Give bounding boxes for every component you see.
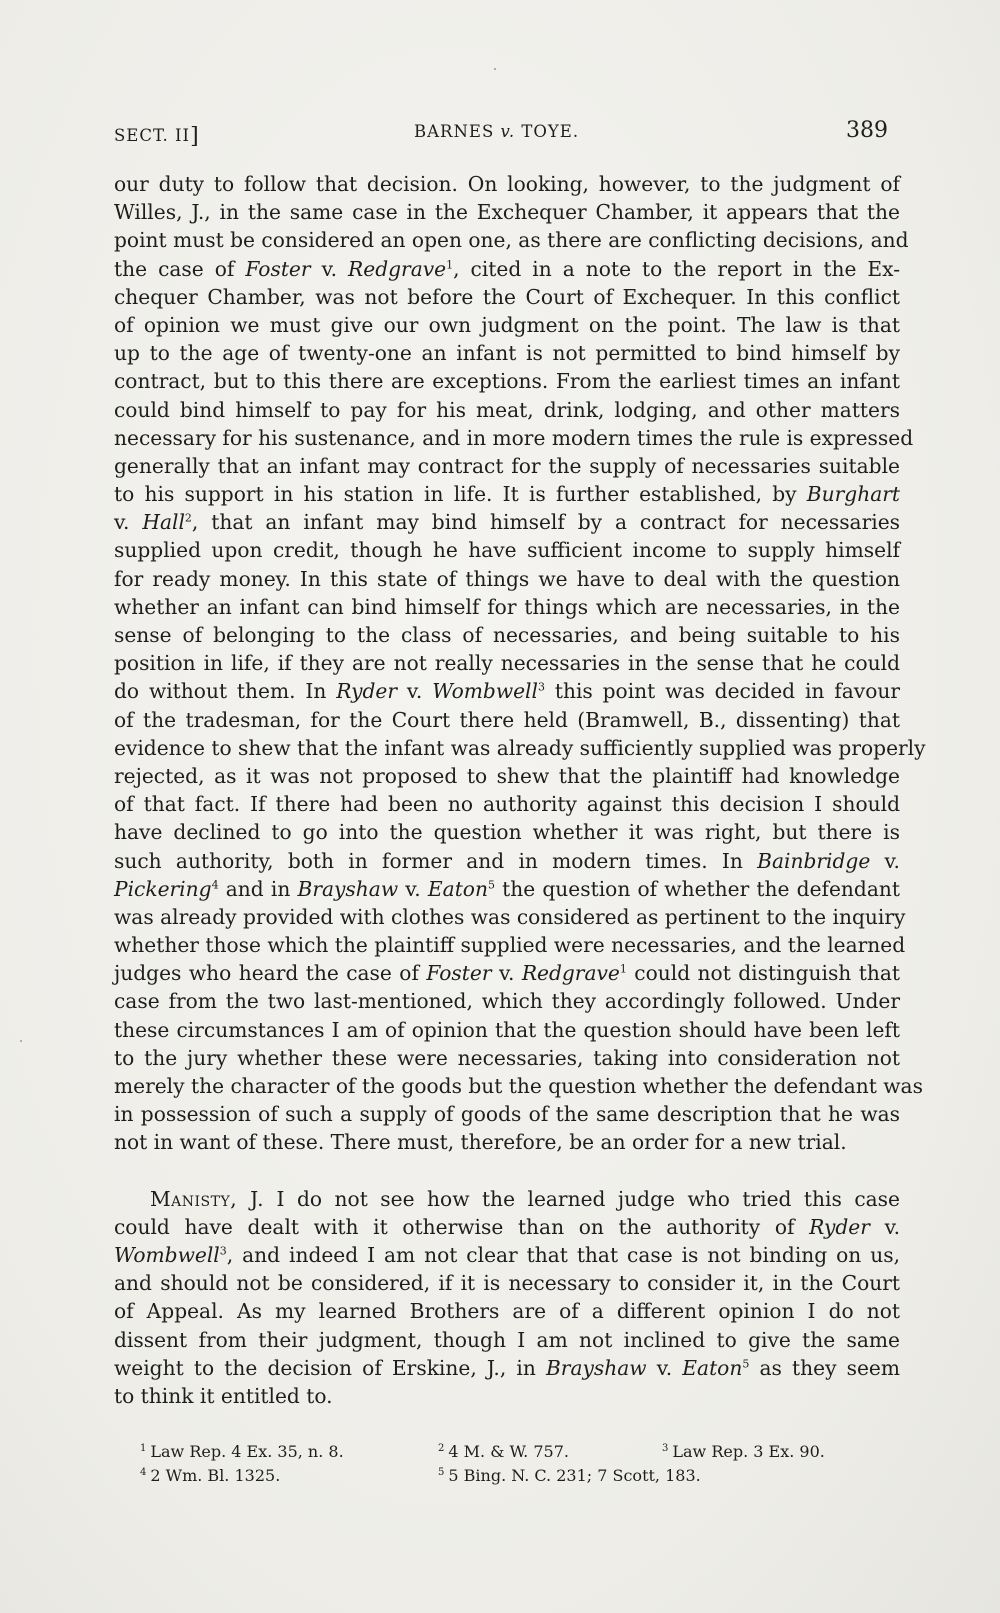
footnote-ref: 4: [211, 877, 219, 891]
text-line: sense of belonging to the class of necessaries, and being suitable to his: [114, 623, 900, 647]
text-line: whether an infant can bind himself for things which are necessaries, in the: [114, 594, 900, 619]
text-line: could bind himself to pay for his meat, drink, lodging, and other matters: [114, 397, 900, 422]
text-line: v. Hall$^2$, that an infant may bind himself by a contract for necessaries: [114, 510, 900, 535]
case-name: Eaton: [682, 1355, 743, 1380]
text-line: to think it entitled to.: [114, 1383, 333, 1408]
case-name: Redgrave: [521, 961, 620, 986]
paper-speck: [494, 68, 496, 70]
text-line: point must be considered an open one, as there are conflicting decisions, and: [114, 228, 909, 253]
text-line: of opinion we must give our own judgment on the point. The law is that: [114, 312, 900, 337]
text-line: case from the two last-mentioned, which they accordingly followed. Under: [114, 989, 900, 1014]
judge-name: Manisty, J.: [150, 1186, 265, 1211]
text-line: Wombwell$^3$, and indeed I am not clear that that case is not binding on us,: [114, 1242, 900, 1267]
text-line: these circumstances I am of opinion that the question should have been left: [114, 1017, 900, 1042]
running-head: [114, 118, 888, 149]
case-name: Pickering: [114, 876, 212, 901]
footnote-4: $^4$ 2 Wm. Bl. 1325.: [140, 1466, 281, 1485]
case-title: BARNES v. TOYE.: [414, 122, 580, 141]
text-line: supplied upon credit, though he have sufficient income to supply himself: [114, 538, 900, 563]
text-line: could have dealt with it otherwise than on the authority of Ryder v.: [114, 1214, 900, 1239]
text-line: necessary for his sustenance, and in more modern times the rule is expressed: [114, 425, 914, 450]
case-name: Eaton: [427, 876, 488, 901]
case-name: Redgrave: [348, 256, 447, 281]
text-line: to his support in his station in life. It is further established, by Burghart: [114, 482, 900, 507]
case-name: Bainbridge: [757, 848, 871, 873]
section-label: SECT. II]: [114, 124, 200, 149]
text-line: was already provided with clothes was considered as pertinent to the inquiry: [114, 904, 906, 929]
text-line: generally that an infant may contract for the supply of necessaries suitable: [114, 453, 900, 478]
footnote-ref: 3: [537, 680, 545, 694]
text-line: whether those which the plaintiff supplied were necessaries, and the learned: [114, 933, 906, 958]
footnote-row: [140, 1464, 900, 1488]
text-line: merely the character of the goods but the question whether the defendant was: [114, 1074, 923, 1098]
case-name: Foster: [426, 961, 492, 986]
text-line: contract, but to this there are exceptions. From the earliest times an infant: [114, 369, 900, 394]
text-line: and should not be considered, if it is necessary to consider it, in the Court: [114, 1271, 900, 1296]
case-name: Brayshaw: [297, 876, 399, 901]
footnote-ref: 5: [742, 1356, 750, 1370]
case-name: Ryder: [336, 679, 398, 704]
text-line: weight to the decision of Erskine, J., in Brayshaw v. Eaton$^5$ as they seem: [114, 1355, 901, 1380]
case-name: Brayshaw: [545, 1355, 647, 1380]
text-line: our duty to follow that decision. On looking, however, to the judgment of: [114, 172, 900, 196]
text-line: evidence to shew that the infant was already sufficiently supplied was properly: [114, 735, 926, 760]
text-line: not in want of these. There must, therefore, be an order for a new trial.: [114, 1130, 847, 1155]
text-line: to the jury whether these were necessaries, taking into consideration not: [114, 1045, 900, 1070]
footnote-row: [140, 1440, 900, 1464]
case-name: Wombwell: [114, 1242, 220, 1267]
text-line: chequer Chamber, was not before the Court of Exchequer. In this conflict: [114, 284, 900, 309]
text-line: such authority, both in former and in modern times. In Bainbridge v.: [114, 848, 900, 873]
footnote-1: $^1$ Law Rep. 4 Ex. 35, n. 8.: [140, 1442, 344, 1461]
text-line: position in life, if they are not really necessaries in the sense that he could: [114, 651, 900, 676]
case-name: Ryder: [809, 1214, 870, 1239]
text-line: have declined to go into the question whether it was right, but there is: [114, 820, 900, 845]
text-line: Willes, J., in the same case in the Exchequer Chamber, it appears that the: [114, 200, 900, 225]
case-name: Wombwell: [432, 679, 538, 704]
page-number: 389: [846, 118, 888, 143]
case-name: Hall: [142, 510, 185, 535]
text-line: do without them. In Ryder v. Wombwell$^3$ this point was decided in favour: [114, 679, 901, 704]
text-line: rejected, as it was not proposed to shew that the plaintiff had knowledge: [114, 763, 900, 788]
text-line: Manisty, J. I do not see how the learned judge who tried this case: [150, 1186, 900, 1211]
footnote-ref: 1: [446, 257, 454, 271]
text-line: for ready money. In this state of things we have to deal with the question: [114, 566, 900, 591]
text-line: judges who heard the case of Foster v. Redgrave$^1$ could not distinguish that: [114, 961, 901, 986]
text-line: dissent from their judgment, though I am not inclined to give the same: [114, 1327, 900, 1352]
footnote-ref: 5: [487, 877, 495, 891]
text-line: in possession of such a supply of goods of the same description that he was: [114, 1102, 900, 1127]
text-line: of Appeal. As my learned Brothers are of a different opinion I do not: [114, 1299, 900, 1324]
footnote-ref: 1: [619, 962, 627, 976]
footnote-ref: 2: [184, 511, 192, 525]
text-line: of that fact. If there had been no authority against this decision I should: [114, 792, 900, 817]
text-line: Pickering$^4$ and in Brayshaw v. Eaton$^5$ the question of whether the defendant: [114, 876, 901, 901]
paper-speck: [20, 1040, 22, 1042]
footnotes: [140, 1440, 900, 1488]
text-line: up to the age of twenty-one an infant is not permitted to bind himself by: [114, 341, 900, 366]
text-line: the case of Foster v. Redgrave$^1$, cited in a note to the report in the Ex-: [114, 256, 901, 281]
footnote-5: $^5$ 5 Bing. N. C. 231; 7 Scott, 183.: [438, 1466, 701, 1485]
body-text: [114, 170, 926, 1410]
footnote-ref: 3: [219, 1244, 227, 1258]
case-name: Foster: [245, 256, 311, 281]
text-line: of the tradesman, for the Court there held (Bramwell, B., dissenting) that: [114, 707, 900, 732]
footnote-2: $^2$ 4 M. & W. 757.: [438, 1442, 569, 1461]
case-name: Burghart: [806, 482, 900, 507]
footnote-3: $^3$ Law Rep. 3 Ex. 90.: [662, 1442, 825, 1461]
